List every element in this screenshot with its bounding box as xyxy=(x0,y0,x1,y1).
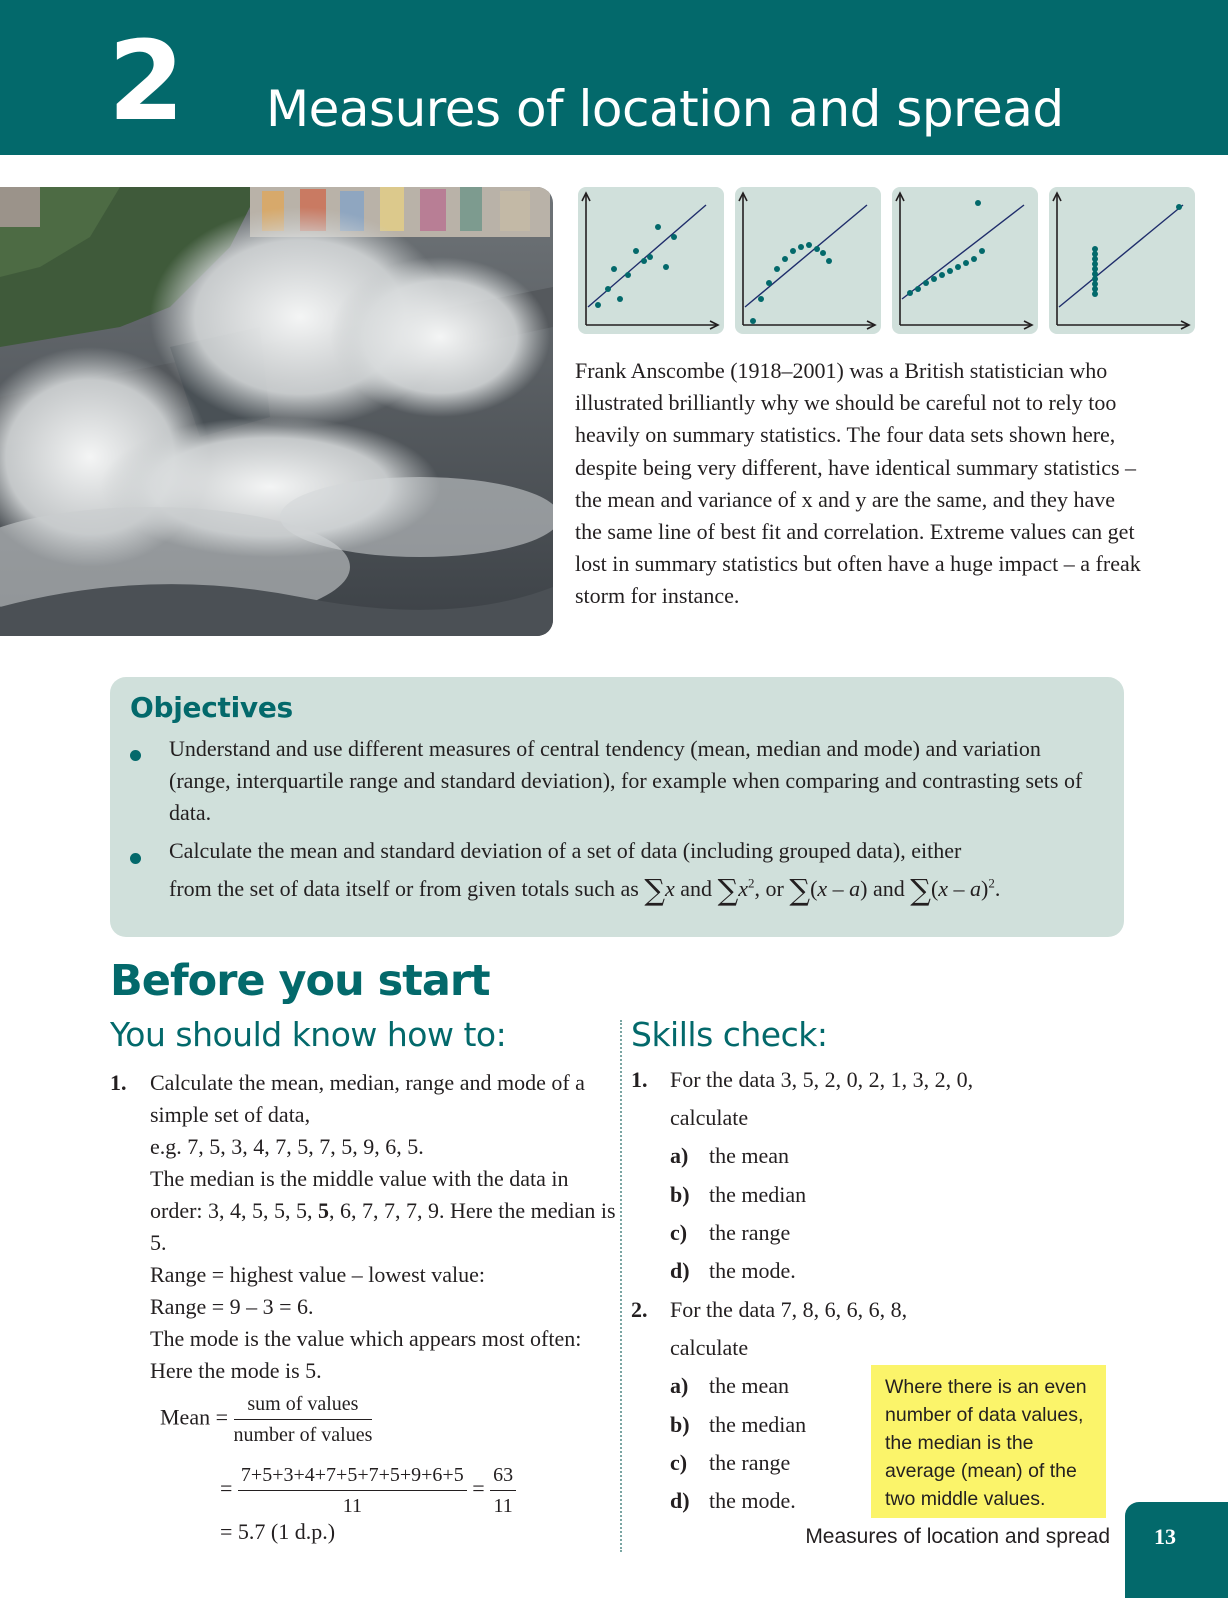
page-tab xyxy=(1125,1502,1228,1598)
skills-check-heading: Skills check: xyxy=(631,1015,828,1054)
question-2-calculate: calculate xyxy=(670,1335,749,1360)
chapter-title: Measures of location and spread xyxy=(266,80,1064,138)
anscombe-plot-2 xyxy=(735,187,881,334)
question-number: 1. xyxy=(631,1067,648,1092)
anscombe-plot-4 xyxy=(1049,187,1195,334)
anscombe-plot-1 xyxy=(578,187,724,334)
mean-label: Mean = xyxy=(160,1404,228,1430)
part-text: the mean xyxy=(709,1143,790,1168)
median-text-a: The median is the middle value with the data in order: 3, 4, 5, 5, 5, xyxy=(150,1166,569,1223)
part-label: b) xyxy=(670,1182,690,1207)
part-text: the mode. xyxy=(709,1258,796,1283)
part-text: the mean xyxy=(709,1373,790,1398)
question-1-text: For the data 3, 5, 2, 0, 2, 1, 3, 2, 0, xyxy=(670,1067,974,1092)
bullet-icon xyxy=(130,750,141,761)
column-divider xyxy=(620,1020,622,1552)
bullet-icon xyxy=(130,853,141,864)
mean-denominator: number of values xyxy=(233,1424,373,1446)
mode-explanation: The mode is the value which appears most often: Here the mode is 5. xyxy=(150,1326,582,1383)
know-how-line-1: Calculate the mean, median, range and mode of a simple set of data, xyxy=(150,1070,585,1127)
median-note: Where there is an even number of data values, the median is the average (mean) of the two middle values. xyxy=(871,1365,1106,1518)
know-how-example: e.g. 7, 5, 3, 4, 7, 5, 7, 5, 9, 6, 5. xyxy=(150,1134,424,1159)
mean-formula xyxy=(160,1389,372,1450)
storm-photo xyxy=(0,187,553,636)
median-highlight: 5 xyxy=(318,1198,330,1223)
equals-sign: = xyxy=(472,1475,485,1501)
part-label: a) xyxy=(670,1143,689,1168)
know-how-heading: You should know how to: xyxy=(110,1015,507,1054)
mean-calculation xyxy=(220,1460,516,1521)
question-number: 2. xyxy=(631,1297,648,1322)
objective-item-1: Understand and use different measures of central tendency (mean, median and mode) and variation (range, interquartile range and standard deviation), for example when comparing and contrasting sets of data. xyxy=(169,736,1083,825)
range-definition: Range = highest value – lowest value: xyxy=(150,1262,485,1287)
anscombe-plot-3 xyxy=(892,187,1038,334)
median-text-b: , 6, 7, 7, 7, 9. Here the median is 5. xyxy=(150,1198,616,1255)
part-text: the range xyxy=(709,1450,791,1475)
objectives-title: Objectives xyxy=(130,691,293,724)
part-text: the range xyxy=(709,1220,791,1245)
sum-numerator: 7+5+3+4+7+5+7+5+9+6+5 xyxy=(238,1460,467,1491)
question-2-text: For the data 7, 8, 6, 6, 6, 8, xyxy=(670,1297,908,1322)
objective-item-2-line1: Calculate the mean and standard deviation of a set of data (including grouped data), either xyxy=(169,838,962,863)
page-number: 13 xyxy=(1154,1524,1176,1549)
part-label: b) xyxy=(670,1412,690,1437)
range-calculation: Range = 9 – 3 = 6. xyxy=(150,1294,314,1319)
objectives-box xyxy=(110,677,1124,937)
mean-numerator: sum of values xyxy=(234,1389,373,1420)
result-numerator: 63 xyxy=(490,1460,516,1491)
mean-fraction xyxy=(234,1389,373,1450)
part-text: the mode. xyxy=(709,1488,796,1513)
question-1-calculate: calculate xyxy=(670,1105,749,1130)
objective-item-2 xyxy=(169,835,1099,905)
objective-item-2-line2: from the set of data itself or from given totals such as ∑x and $\sum x^2$, or ∑(x – a) and ∑(x – a)$^2$. xyxy=(169,873,1001,907)
chapter-header xyxy=(0,0,1228,155)
part-label: c) xyxy=(670,1220,688,1245)
part-label: a) xyxy=(670,1373,689,1398)
median-explanation xyxy=(150,1163,620,1259)
result-denominator: 11 xyxy=(493,1495,513,1517)
chapter-number: 2 xyxy=(108,17,181,145)
result-fraction xyxy=(490,1460,516,1521)
part-label: c) xyxy=(670,1450,688,1475)
part-label: d) xyxy=(670,1488,690,1513)
part-text: the median xyxy=(709,1182,807,1207)
item-number: 1. xyxy=(110,1070,127,1095)
sum-denominator: 11 xyxy=(342,1495,362,1517)
intro-paragraph: Frank Anscombe (1918–2001) was a British statistician who illustrated brilliantly why we should be careful not to rely too heavily on summary statistics. The four data sets shown here, despite being very different, have identical summary statistics – the mean and variance of x and y are the same, and they have the same line of best fit and correlation. Extreme values can get lost in summary statistics but often have a huge impact – a freak storm for instance. xyxy=(575,358,1141,609)
before-you-start-title: Before you start xyxy=(110,956,490,1006)
part-text: the median xyxy=(709,1412,807,1437)
part-label: d) xyxy=(670,1258,690,1283)
footer-chapter-title: Measures of location and spread xyxy=(805,1525,1110,1548)
sum-fraction xyxy=(238,1460,467,1521)
know-how-body xyxy=(150,1067,620,1387)
equals-sign: = xyxy=(220,1475,233,1501)
mean-result: = 5.7 (1 d.p.) xyxy=(220,1519,336,1544)
objective-item-2-line2-text: from the set of data itself or from given totals such as xyxy=(169,876,639,901)
